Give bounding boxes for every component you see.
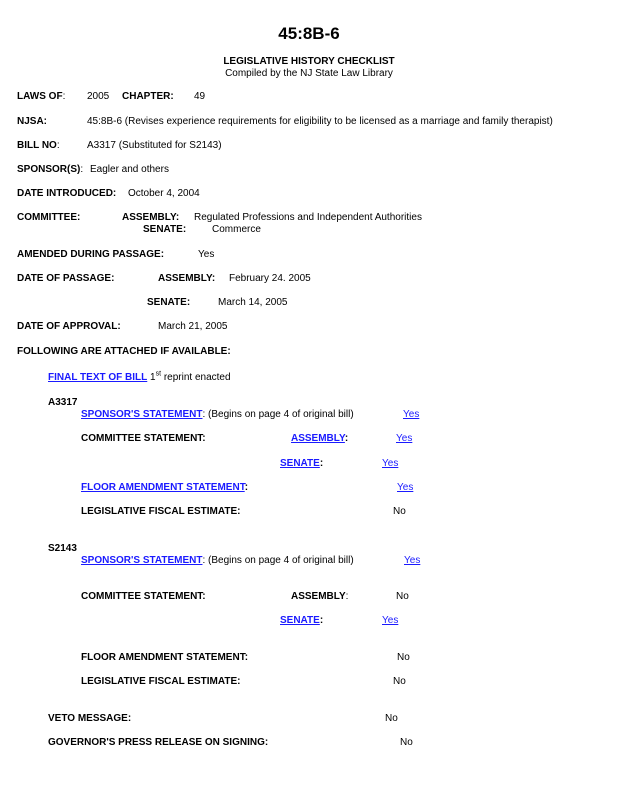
compiled-by: Compiled by the NJ State Law Library (225, 68, 393, 79)
committee-senate-value: Commerce (212, 224, 261, 235)
date-of-passage-label: DATE OF PASSAGE: (17, 273, 115, 284)
date-introduced-value: October 4, 2004 (128, 188, 200, 199)
a3317-senate-colon: : (319, 458, 324, 469)
s2143-sponsor-note: : (Begins on page 4 of original bill) (202, 555, 354, 566)
s2143-sponsor-yes-link[interactable]: Yes (404, 555, 421, 566)
passage-senate-value: March 14, 2005 (218, 297, 288, 308)
attached-heading: FOLLOWING ARE ATTACHED IF AVAILABLE: (17, 346, 231, 357)
amended-label: AMENDED DURING PASSAGE: (17, 249, 165, 260)
a3317-assembly-colon: : (344, 433, 349, 444)
date-of-approval-value: March 21, 2005 (158, 321, 228, 332)
sponsors-label: SPONSOR(S) (17, 164, 81, 175)
final-text-suffix: reprint enacted (161, 372, 231, 383)
s2143-assembly-label: ASSEMBLY (291, 591, 346, 602)
a3317-sponsor-note: : (Begins on page 4 of original bill) (202, 409, 354, 420)
committee-label: COMMITTEE: (17, 212, 81, 223)
page-title: 45:8B-6 (278, 24, 340, 43)
s2143-fiscal-value: No (393, 676, 406, 687)
s2143-assembly-value: No (396, 591, 409, 602)
date-of-approval-label: DATE OF APPROVAL: (17, 321, 121, 332)
date-introduced-label: DATE INTRODUCED: (17, 188, 117, 199)
a3317-assembly-link[interactable]: ASSEMBLY (291, 433, 345, 444)
a3317-floor-colon: : (244, 482, 249, 493)
amended-value: Yes (198, 249, 215, 260)
a3317-fiscal-label: LEGISLATIVE FISCAL ESTIMATE: (81, 506, 241, 517)
chapter-value: 49 (194, 91, 206, 102)
final-text-ordinal-suffix: st (155, 370, 162, 378)
a3317-committee-label: COMMITTEE STATEMENT: (81, 433, 206, 444)
committee-assembly-value: Regulated Professions and Independent Authorities (194, 212, 422, 223)
a3317-senate-link[interactable]: SENATE (280, 458, 320, 469)
document-subtitle: LEGISLATIVE HISTORY CHECKLIST (223, 56, 395, 67)
a3317-floor-amendment-link[interactable]: FLOOR AMENDMENT STATEMENT (81, 482, 245, 493)
a3317-sponsor-row (81, 409, 354, 421)
sponsors-row (17, 164, 83, 176)
a3317-sponsor-yes-link[interactable]: Yes (403, 409, 420, 420)
s2143-fiscal-label: LEGISLATIVE FISCAL ESTIMATE: (81, 676, 241, 687)
bill-no-value: A3317 (Substituted for S2143) (87, 140, 222, 151)
njsa-value: 45:8B-6 (Revises experience requirements for eligibility to be licensed as a marriage and family therapist) (87, 116, 553, 127)
njsa-label: NJSA: (17, 116, 48, 127)
bill-no-label: BILL NO (17, 140, 57, 151)
veto-label: VETO MESSAGE: (48, 713, 132, 724)
a3317-sponsor-statement-link[interactable]: SPONSOR'S STATEMENT (81, 409, 203, 420)
bill-no-row (17, 140, 60, 152)
laws-of-colon: : (62, 91, 66, 102)
s2143-floor-label: FLOOR AMENDMENT STATEMENT: (81, 652, 249, 663)
bill-no-colon: : (56, 140, 60, 151)
s2143-senate-link[interactable]: SENATE (280, 615, 320, 626)
committee-assembly-label: ASSEMBLY: (122, 212, 180, 223)
final-text-link[interactable]: FINAL TEXT OF BILL (48, 372, 148, 383)
a3317-fiscal-value: No (393, 506, 406, 517)
final-text-row (48, 372, 231, 384)
a3317-senate-yes-link[interactable]: Yes (382, 458, 399, 469)
passage-assembly-label: ASSEMBLY: (158, 273, 216, 284)
passage-senate-label: SENATE: (147, 297, 191, 308)
passage-assembly-value: February 24. 2005 (229, 273, 311, 284)
press-release-value: No (400, 737, 413, 748)
a3317-assembly-yes-link[interactable]: Yes (396, 433, 413, 444)
press-release-label: GOVERNOR'S PRESS RELEASE ON SIGNING: (48, 737, 269, 748)
a3317-floor-row (81, 482, 248, 494)
sponsors-value: Eagler and others (90, 164, 169, 175)
s2143-bill-label: S2143 (48, 543, 77, 554)
laws-of-value: 2005 (87, 91, 110, 102)
laws-of-row (17, 91, 65, 103)
laws-of-label: LAWS OF (17, 91, 63, 102)
s2143-senate-yes-link[interactable]: Yes (382, 615, 399, 626)
chapter-label: CHAPTER: (122, 91, 174, 102)
a3317-senate-row (280, 458, 323, 470)
final-text-ordinal: 1 (150, 372, 156, 383)
s2143-senate-row (280, 615, 323, 627)
a3317-assembly-row (291, 433, 348, 445)
s2143-senate-colon: : (319, 615, 324, 626)
committee-senate-label: SENATE: (143, 224, 187, 235)
s2143-floor-value: No (397, 652, 410, 663)
a3317-floor-yes-link[interactable]: Yes (397, 482, 414, 493)
s2143-assembly-row (291, 591, 348, 603)
s2143-assembly-colon: : (345, 591, 349, 602)
s2143-sponsor-row (81, 555, 354, 567)
veto-value: No (385, 713, 398, 724)
s2143-committee-label: COMMITTEE STATEMENT: (81, 591, 206, 602)
a3317-bill-label: A3317 (48, 397, 78, 408)
sponsors-colon: : (80, 164, 84, 175)
s2143-sponsor-statement-link[interactable]: SPONSOR'S STATEMENT (81, 555, 203, 566)
